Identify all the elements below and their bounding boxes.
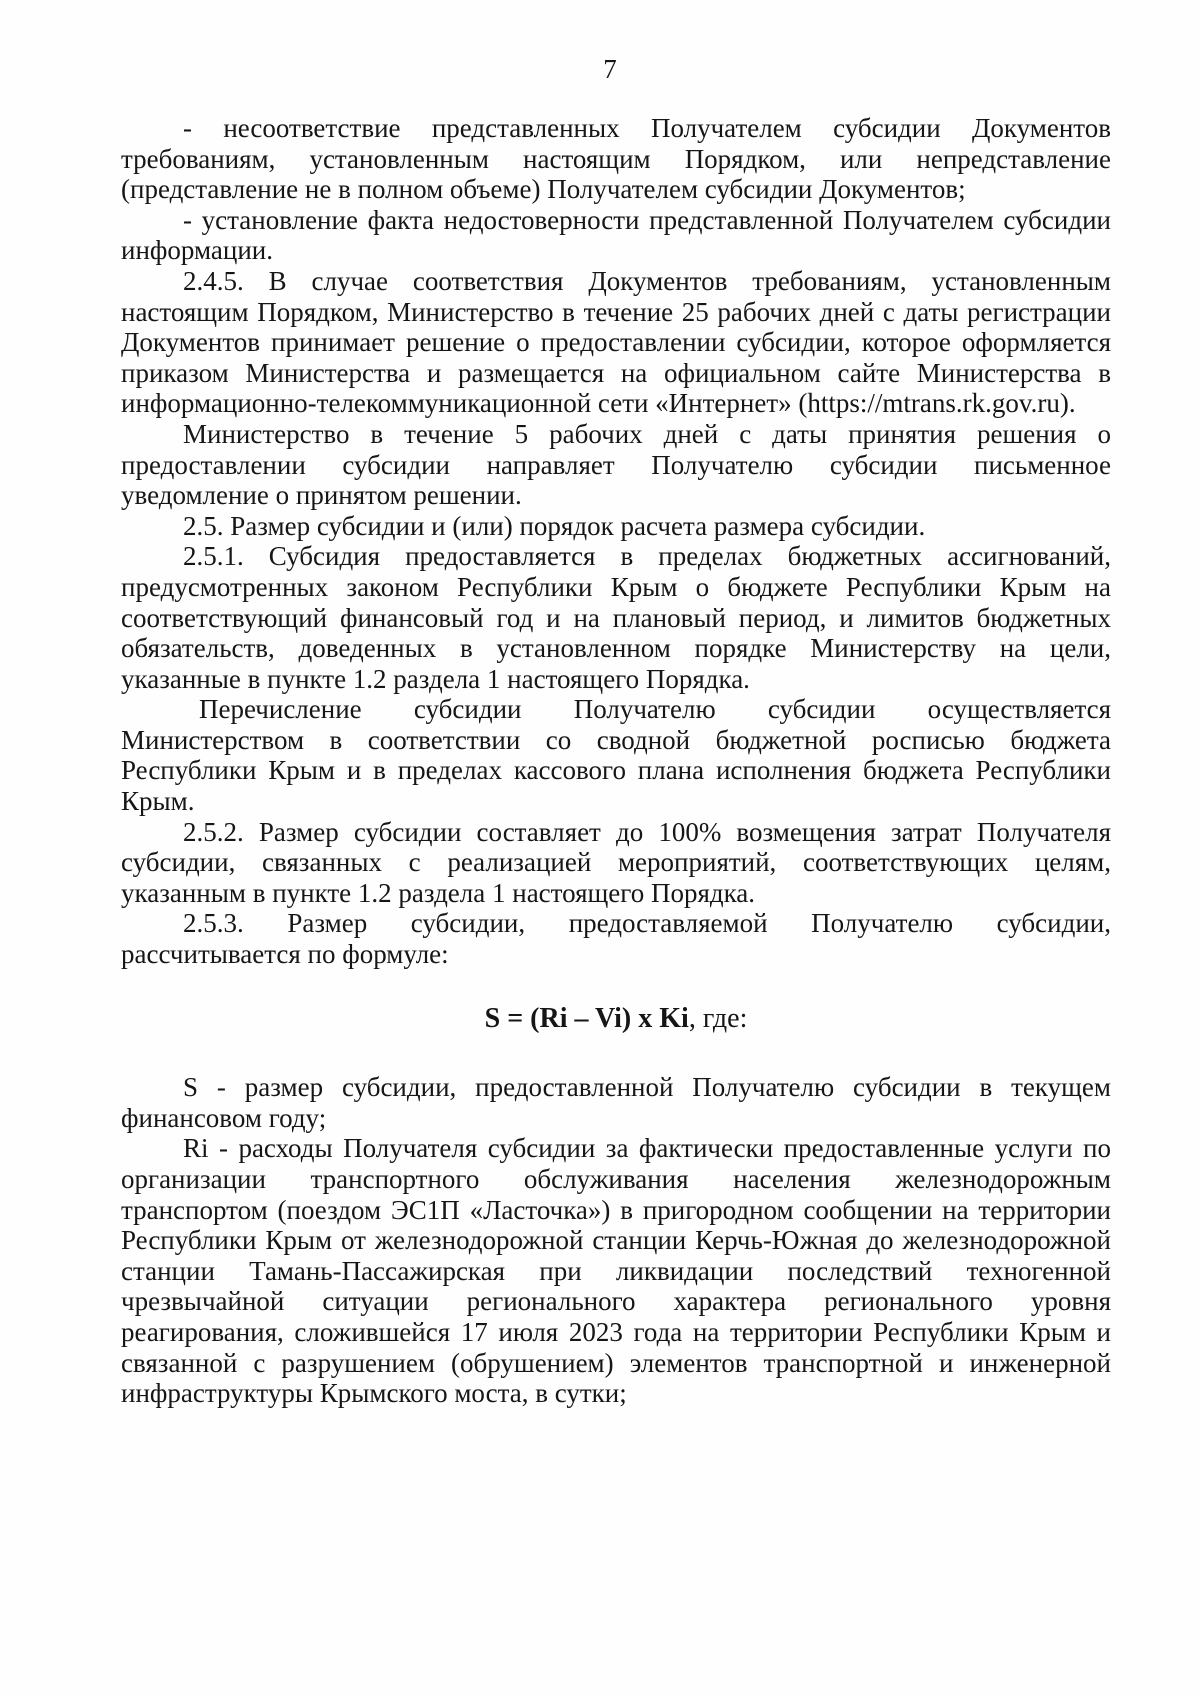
paragraph-2-4-5: 2.4.5. В случае соответствия Документов требованиям, установленным настоящим Порядком, Министерство в течение 25 рабочих дней с даты регистрации Документов принимает решение о предоставлении субсидии, которое оформляется приказом Министерства и размещается на официальном сайте Министерства в информационно-телекоммуникационной сети «Интернет» (https://mtrans.rk.gov.ru).: [121, 265, 1111, 419]
paragraph-item-nonconformity: - несоответствие представленных Получателем субсидии Документов требованиям, установленным настоящим Порядком, или непредставление (представление не в полном объеме) Получателем субсидии Документов;: [121, 113, 1111, 205]
definition-s: S - размер субсидии, предоставленной Получателю субсидии в текущем финансовом году;: [121, 1072, 1111, 1133]
paragraph-2-5-3: 2.5.3. Размер субсидии, предоставляемой Получателю субсидии, рассчитывается по формуле:: [121, 908, 1111, 970]
paragraph-notification: Министерство в течение 5 рабочих дней с даты принятия решения о предоставлении субсидии направляет Получателю субсидии письменное уведомление о принятом решении.: [121, 418, 1111, 511]
formula-expression: S = (Ri – Vi) x Ki: [484, 1002, 689, 1034]
paragraph-item-unreliable-info: - установление факта недостоверности представленной Получателем субсидии информации.: [121, 204, 1111, 266]
definition-ri: Ri - расходы Получателя субсидии за фактически предоставленные услуги по организации транспортного обслуживания населения железнодорожным транспортом (поездом ЭС1П «Ласточка») в пригородном сообщении на территории Республики Крым от железнодорожной станции Керчь-Южная до железнодорожной станции Тамань-Пассажирская при ликвидации последствий техногенной чрезвычайной ситуации регионального характера регионального уровня реагирования, сложившейся 17 июля 2023 года на территории Республики Крым и связанной с разрушением (обрушением) элементов транспортной и инженерной инфраструктуры Крымского моста, в сутки;: [121, 1133, 1111, 1409]
page-number: 7: [603, 54, 617, 84]
subsidy-formula: [121, 1004, 1111, 1035]
formula-suffix: , где:: [688, 1002, 748, 1034]
paragraph-transfer: Перечисление субсидии Получателю субсидии осуществляется Министерством в соответствии со сводной бюджетной росписью бюджета Республики Крым и в пределах кассового плана исполнения бюджета Республики Крым.: [121, 694, 1111, 817]
paragraph-2-5-heading: 2.5. Размер субсидии и (или) порядок расчета размера субсидии.: [183, 510, 926, 541]
document-body: [121, 113, 1111, 1409]
paragraph-2-5-1: 2.5.1. Субсидия предоставляется в пределах бюджетных ассигнований, предусмотренных законом Республики Крым о бюджете Республики Крым на соответствующий финансовый год и на плановый период, и лимитов бюджетных обязательств, доведенных в установленном порядке Министерству на цели, указанные в пункте 1.2 раздела 1 настоящего Порядка.: [121, 541, 1111, 694]
paragraph-2-5-2: 2.5.2. Размер субсидии составляет до 100% возмещения затрат Получателя субсидии, связанных с реализацией мероприятий, соответствующих целям, указанным в пункте 1.2 раздела 1 настоящего Порядка.: [121, 816, 1111, 908]
